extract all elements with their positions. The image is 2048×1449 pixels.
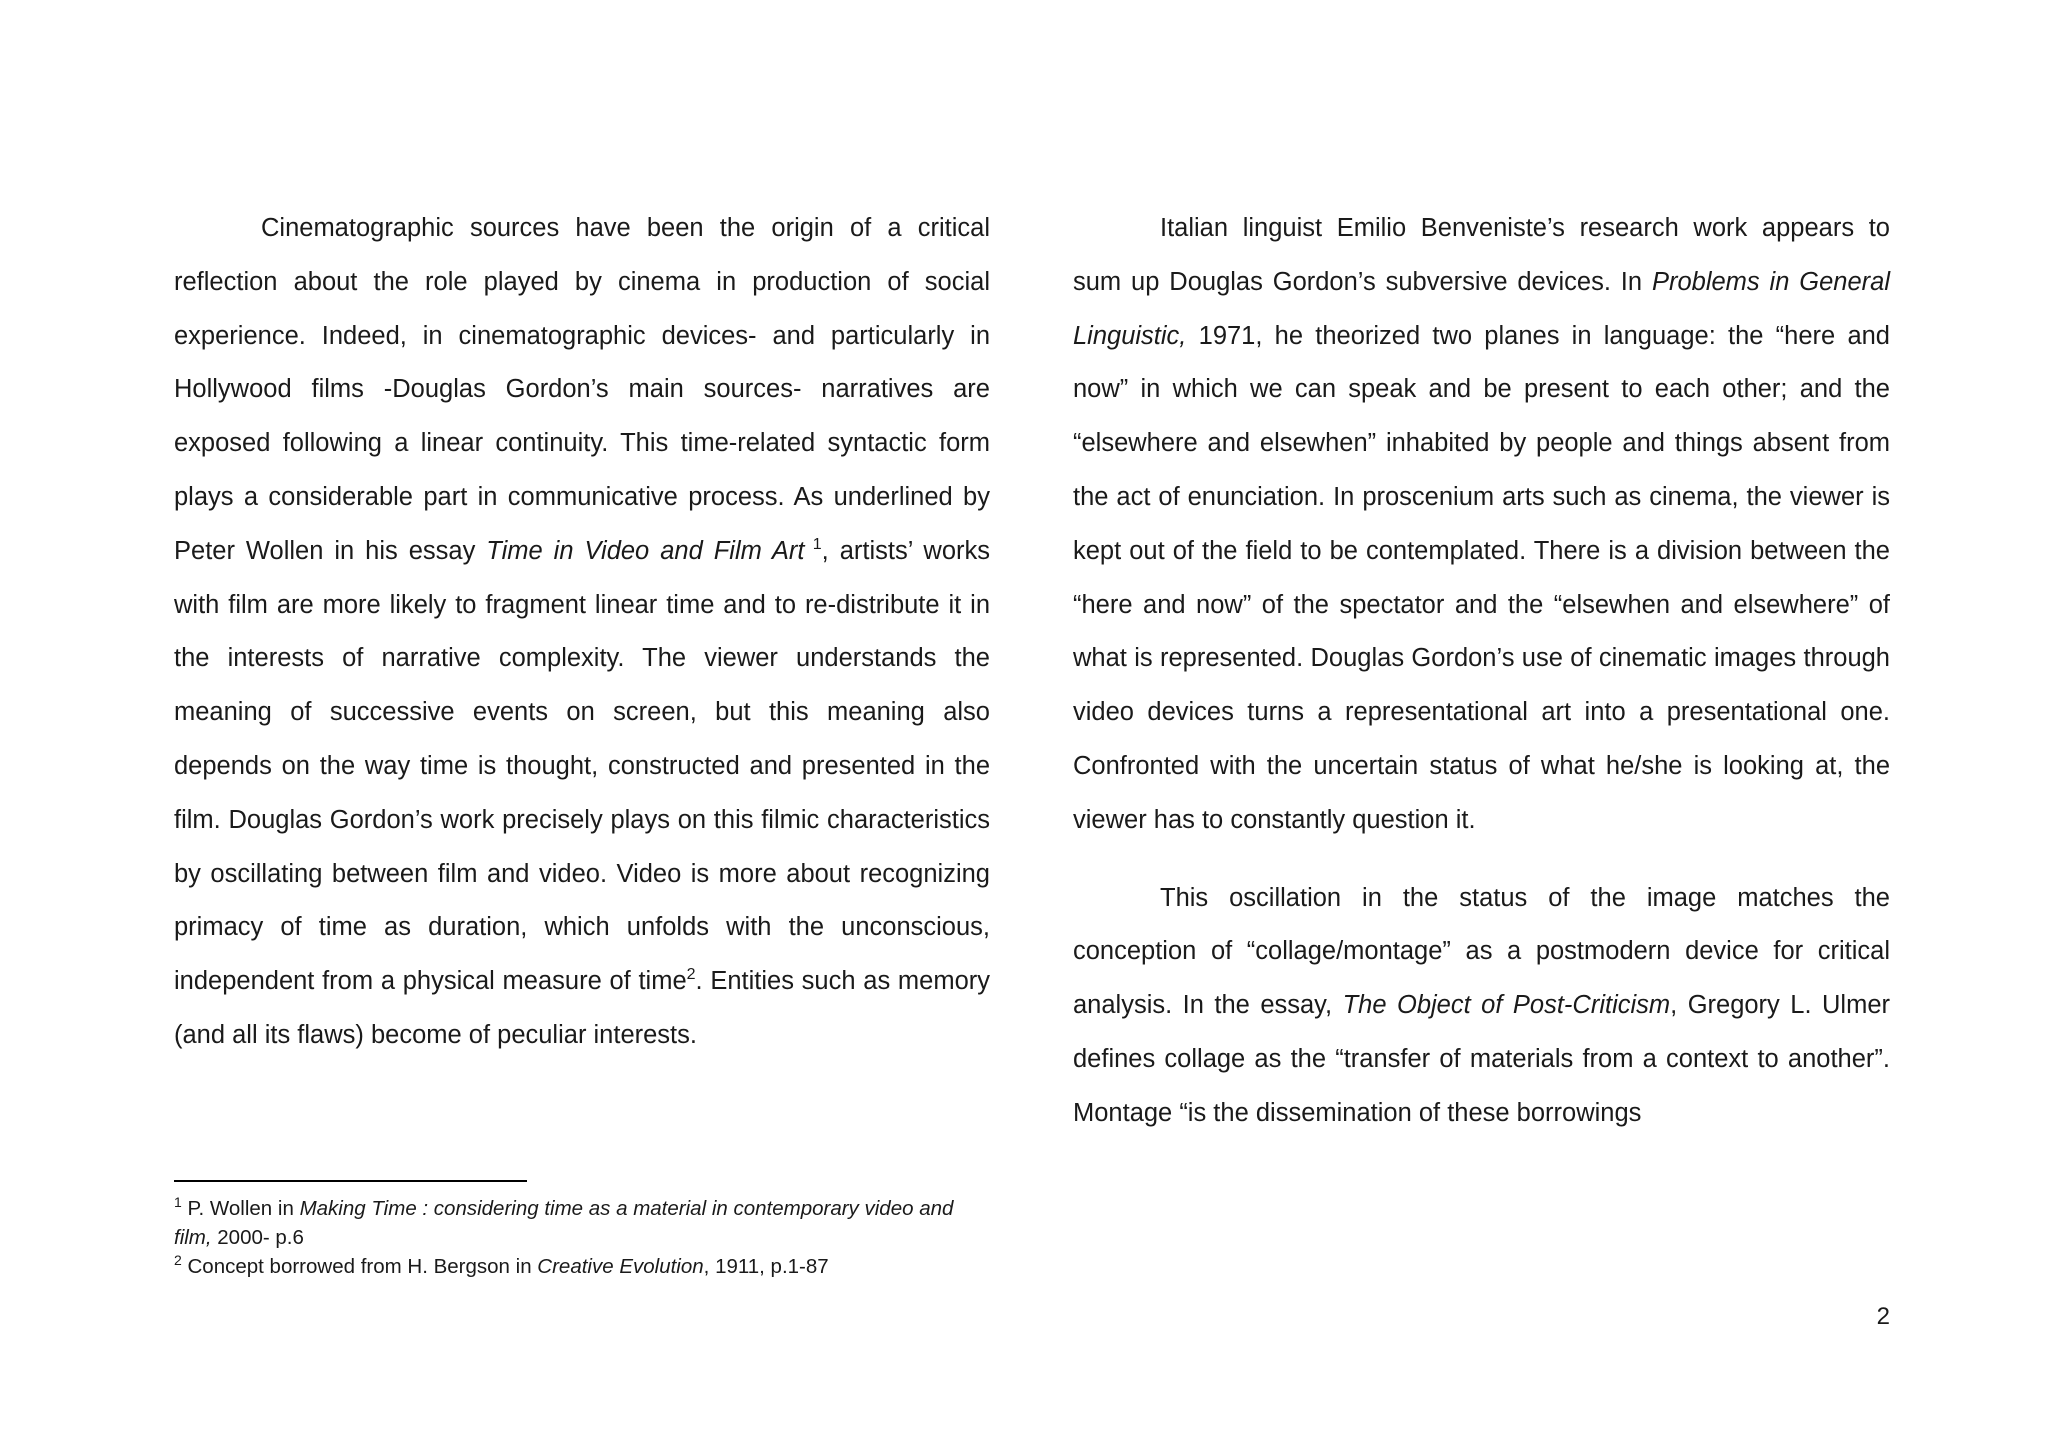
left-p1-text-3: . Entities such as memory (and all its flaws) become of peculiar interests. <box>174 967 990 1049</box>
left-p1-text-2: , artists’ works with film are more likely to fragment linear time and to re-distribute it in the interests of narrative complexity. The viewer understands the meaning of successive events on screen, but this meaning also depends on the way time is thought, constructed and presented in the film. Douglas Gordon’s work precisely plays on this filmic characteristics by oscillating between film and video. Video is more about recognizing primacy of time as duration, which unfolds with the unconscious, independent from a physical measure of time <box>174 536 990 996</box>
footnotes <box>174 1194 954 1281</box>
right-p1-text-2: 1971, he theorized two planes in language: the “here and now” in which we can speak and be present to each other; and the “elsewhere and elsewhen” inhabited by people and things absent from the act of enunciation. In proscenium arts such as cinema, the viewer is kept out of the field to be contemplated. There is a division between the “here and now” of the spectator and the “elsewhen and elsewhere” of what is represented. Douglas Gordon’s use of cinematic images through video devices turns a representational art into a presentational one. Confronted with the uncertain status of what he/she is looking at, the viewer has to constantly question it. <box>1073 321 1890 834</box>
right-p1-text-1: Italian linguist Emilio Benveniste’s research work appears to sum up Douglas Gordon’s subversive devices. In <box>1073 214 1890 296</box>
footnote-ref-2: 2 <box>686 966 696 984</box>
footnote-2-text-after: , 1911, p.1-87 <box>703 1255 829 1278</box>
footnote-2 <box>174 1252 954 1281</box>
footnote-2-text-before: Concept borrowed from H. Bergson in <box>181 1255 538 1278</box>
footnote-1-title: Making Time : considering time as a material in contemporary video and film, <box>174 1197 954 1249</box>
footnote-separator <box>174 1180 527 1182</box>
left-p1-text-1: Cinematographic sources have been the origin of a critical reflection about the role played by cinema in production of social experience. Indeed, in cinematographic devices- and particularly in Hollywood films -Douglas Gordon’s main sources- narratives are exposed following a linear continuity. This time-related syntactic form plays a considerable part in communicative process. As underlined by Peter Wollen in his essay <box>174 214 990 565</box>
left-p1-title-time-in-video: Time in Video and Film Art <box>486 536 805 565</box>
footnote-1-marker: 1 <box>174 1194 182 1210</box>
right-column <box>1073 202 1890 1141</box>
footnote-1-text-before: P. Wollen in <box>181 1197 300 1220</box>
footnote-2-title: Creative Evolution <box>537 1255 704 1278</box>
left-column <box>174 202 990 1063</box>
footnote-2-marker: 2 <box>174 1252 182 1268</box>
right-p2-title-object: The Object of Post-Criticism <box>1342 991 1671 1020</box>
page-number: 2 <box>1876 1303 1890 1330</box>
right-p2-text-1: This oscillation in the status of the image matches the conception of “collage/montage” as a postmodern device for critical analysis. In the essay, <box>1073 883 1890 1020</box>
right-p1-title-problems: Problems in General Linguistic, <box>1073 267 1890 350</box>
footnote-1 <box>174 1194 954 1252</box>
right-p2-text-2: , Gregory L. Ulmer defines collage as the “transfer of materials from a context to another”. Montage “is the dissemination of these borrowings <box>1073 991 1890 1127</box>
footnote-1-text-after: 2000- p.6 <box>211 1226 304 1249</box>
right-paragraph-2 <box>1073 872 1890 1141</box>
left-paragraph-1 <box>174 202 990 1063</box>
right-paragraph-1 <box>1073 202 1890 848</box>
footnote-ref-1: 1 <box>804 535 822 553</box>
